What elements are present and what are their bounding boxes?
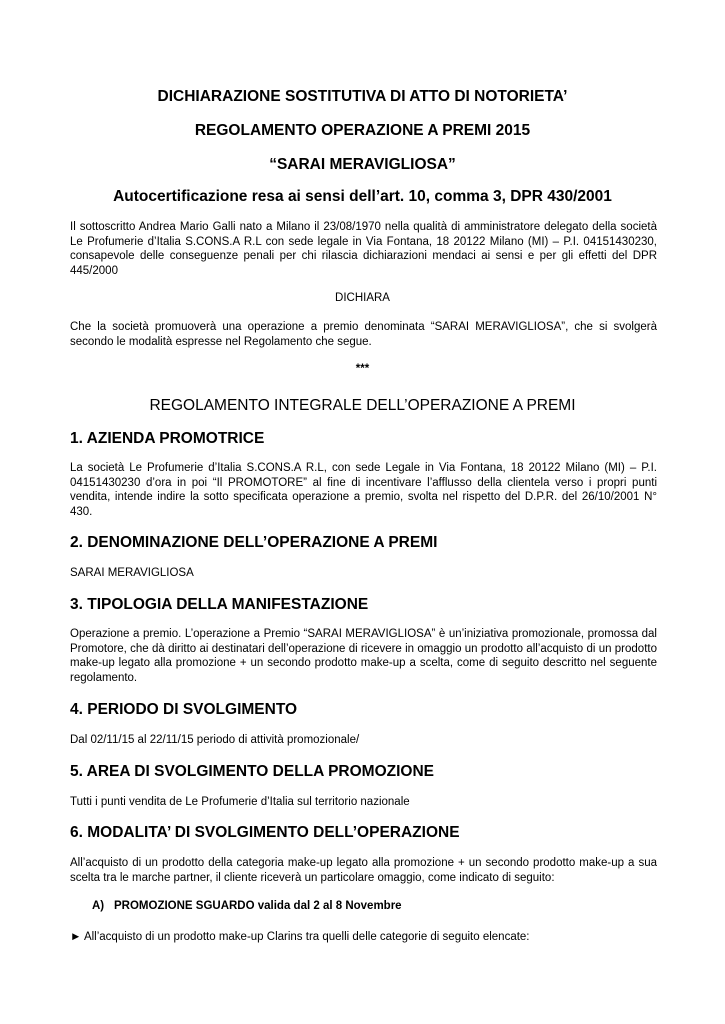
section-6-heading: 6. MODALITA’ DI SVOLGIMENTO DELL’OPERAZIONE [70, 824, 460, 841]
section-1-body: La società Le Profumerie d’Italia S.CONS.A R.L, con sede Legale in Via Fontana, 18 20122 Milano (MI) – P.I. 04151430230 d’ora in poi “Il PROMOTORE” al fine di incentivare l’afflusso della clientela verso i propri punti vendita, intende indire la sotto specificata operazione a premio, svolta nel rispetto del D.P.R. del 26/10/2001 N° 430. [70, 462, 657, 518]
promotion-a-title: PROMOZIONE SGUARDO valida dal 2 al 8 Novembre [114, 900, 402, 912]
section-5-body: Tutti i punti vendita de Le Profumerie d’Italia sul territorio nazionale [70, 796, 410, 808]
dichiara-label: DICHIARA [335, 292, 390, 304]
section-1-heading: 1. AZIENDA PROMOTRICE [70, 430, 265, 447]
promotion-a-letter: A) [92, 900, 105, 912]
section-3-body: Operazione a premio. L’operazione a Premio “SARAI MERAVIGLIOSA” è un’iniziativa promozionale, promossa dal Promotore, che dà diritto ai destinatari dell’operazione di ricevere in omaggio un prodotto all’acquisto di un prodotto make-up legato alla promozione + un secondo prodotto make-up a scelta, come di seguito descritto nel seguente regolamento. [70, 628, 657, 684]
section-2-heading: 2. DENOMINAZIONE DELL’OPERAZIONE A PREMI [70, 534, 438, 551]
declaration-statement: Che la società promuoverà una operazione a premio denominata “SARAI MERAVIGLIOSA”, che si svolgerà secondo le modalità espresse nel Regolamento che segue. [70, 321, 657, 348]
section-2-body: SARAI MERAVIGLIOSA [70, 567, 194, 579]
clarins-bullet-line: ► All’acquisto di un prodotto make-up Clarins tra quelli delle categorie di seguito elencate: [70, 931, 530, 943]
regulation-title: REGOLAMENTO OPERAZIONE A PREMI 2015 [194, 122, 531, 139]
section-4-heading: 4. PERIODO DI SVOLGIMENTO [70, 701, 298, 718]
section-3-heading: 3. TIPOLOGIA DELLA MANIFESTAZIONE [70, 596, 369, 613]
self-certification-title: Autocertificazione resa ai sensi dell’art. 10, comma 3, DPR 430/2001 [113, 188, 612, 205]
declarant-paragraph: Il sottoscritto Andrea Mario Galli nato a Milano il 23/08/1970 nella qualità di amministratore delegato della società Le Profumerie d’Italia S.CONS.A R.L con sede legale in Via Fontana, 18 20122 Milano (MI) – P.I. 04151430230, consapevole delle conseguenze penali per chi rilascia dichiarazioni mendaci ai sensi e per gli effetti del DPR 445/2000 [70, 221, 657, 277]
operation-name-title: “SARAI MERAVIGLIOSA” [269, 156, 456, 173]
section-separator: *** [355, 363, 370, 375]
document-title: DICHIARAZIONE SOSTITUTIVA DI ATTO DI NOTORIETA’ [157, 88, 568, 105]
section-6-body: All’acquisto di un prodotto della categoria make-up legato alla promozione + un secondo prodotto make-up a sua scelta tra le marche partner, il cliente riceverà un particolare omaggio, come indicato di seguito: [70, 857, 657, 884]
section-5-heading: 5. AREA DI SVOLGIMENTO DELLA PROMOZIONE [70, 763, 434, 780]
integral-regulation-title: REGOLAMENTO INTEGRALE DELL’OPERAZIONE A PREMI [149, 397, 576, 414]
section-4-body: Dal 02/11/15 al 22/11/15 periodo di attività promozionale/ [70, 734, 360, 746]
promotion-a-heading [92, 899, 402, 913]
